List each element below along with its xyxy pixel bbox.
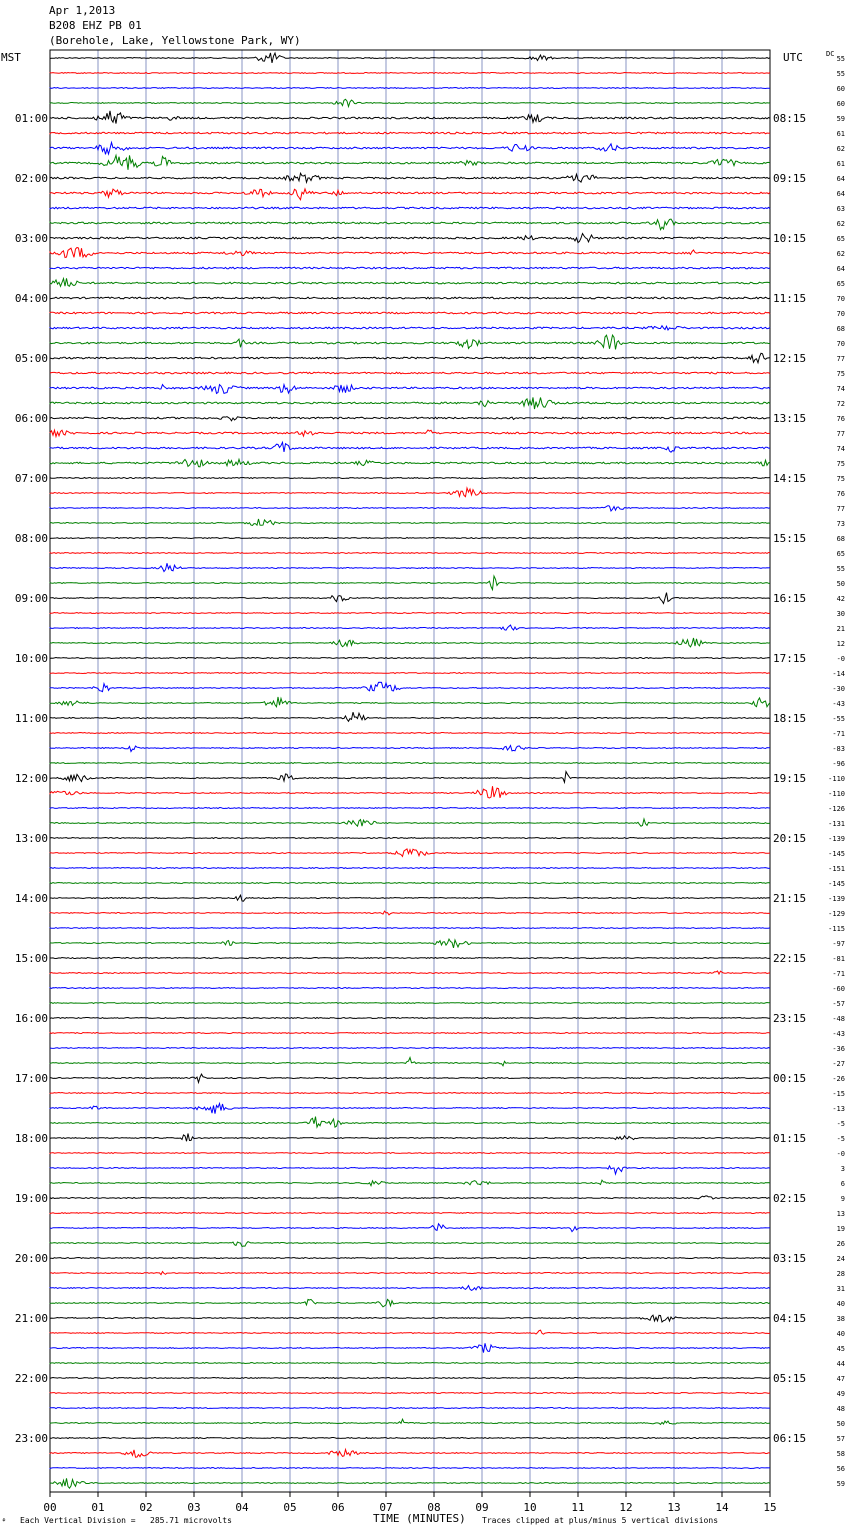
trace-row	[50, 786, 770, 798]
trace-row	[50, 385, 770, 394]
trace-row	[50, 155, 770, 169]
dc-offset-value: -115	[828, 925, 845, 933]
utc-axis-label: UTC	[783, 51, 803, 64]
dc-offset-value: -139	[828, 895, 845, 903]
dc-offset-value: -0	[836, 1150, 845, 1158]
dc-offset-value: -145	[828, 880, 845, 888]
trace-row	[50, 576, 770, 590]
trace-row	[50, 297, 770, 299]
dc-offset-value: -131	[828, 820, 845, 828]
dc-offset-value: 76	[836, 415, 845, 423]
trace-row	[50, 1393, 770, 1394]
dc-offset-value: -110	[828, 775, 845, 783]
utc-time-label: 22:15	[773, 952, 807, 965]
mst-time-label: 23:00	[14, 1432, 48, 1445]
dc-offset-value: -81	[832, 955, 845, 963]
dc-offset-value: 31	[836, 1285, 845, 1293]
trace-row	[50, 278, 770, 286]
dc-offset-value: 38	[836, 1315, 845, 1323]
trace-row	[50, 1419, 770, 1424]
dc-offset-value: 12	[836, 640, 845, 648]
trace-row	[50, 1438, 770, 1439]
utc-time-label: 06:15	[773, 1432, 807, 1445]
dc-offset-value: -151	[828, 865, 845, 873]
mst-axis-label: MST	[1, 51, 21, 64]
trace-row	[50, 988, 770, 989]
dc-offset-value: 70	[836, 295, 845, 303]
utc-time-label: 23:15	[773, 1012, 807, 1025]
mst-time-label: 06:00	[14, 412, 48, 425]
dc-offset-value: -110	[828, 790, 845, 798]
mst-time-label: 15:00	[14, 952, 48, 965]
trace-row	[50, 143, 770, 155]
utc-time-label: 16:15	[773, 592, 807, 605]
utc-time-label: 11:15	[773, 292, 807, 305]
dc-offset-value: 61	[836, 160, 845, 168]
trace-row	[50, 625, 770, 630]
trace-row	[50, 733, 770, 734]
x-tick-label: 07	[379, 1501, 393, 1514]
x-tick-label: 13	[667, 1501, 681, 1514]
x-tick-label: 10	[523, 1501, 537, 1514]
dc-offset-value: 50	[836, 1420, 845, 1428]
utc-time-label: 03:15	[773, 1252, 807, 1265]
trace-row	[50, 53, 770, 63]
trace-row	[50, 1058, 770, 1066]
dc-offset-value: 62	[836, 250, 845, 258]
dc-offset-value: -96	[832, 760, 845, 768]
trace-row	[50, 808, 770, 809]
trace-row	[50, 939, 770, 948]
station-code: B208 EHZ PB 01	[49, 19, 142, 32]
trace-row	[50, 73, 770, 74]
trace-row	[50, 488, 770, 497]
utc-time-label: 10:15	[773, 232, 807, 245]
trace-row	[50, 353, 770, 362]
trace-row	[50, 207, 770, 209]
utc-time-label: 14:15	[773, 472, 807, 485]
trace-row	[50, 1378, 770, 1379]
dc-offset-value: 47	[836, 1375, 845, 1383]
dc-offset-value: -15	[832, 1090, 845, 1098]
trace-row	[50, 267, 770, 269]
trace-row	[50, 1093, 770, 1094]
dc-offset-value: 26	[836, 1240, 845, 1248]
dc-offset-value: 61	[836, 130, 845, 138]
dc-offset-value: -48	[832, 1015, 845, 1023]
dc-offset-value: -5	[836, 1135, 845, 1143]
x-tick-label: 09	[475, 1501, 489, 1514]
mst-time-label: 01:00	[14, 112, 48, 125]
x-tick-label: 04	[235, 1501, 249, 1514]
logo-mark: ⚘	[2, 1517, 6, 1524]
dc-offset-value: 60	[836, 100, 845, 108]
dc-offset-value: 30	[836, 610, 845, 618]
dc-offset-value: 13	[836, 1210, 845, 1218]
dc-offset-value: -83	[832, 745, 845, 753]
trace-row	[50, 1196, 770, 1199]
dc-offset-value: 64	[836, 265, 845, 273]
trace-row	[50, 1363, 770, 1364]
dc-offset-value: 28	[836, 1270, 845, 1278]
mst-time-label: 19:00	[14, 1192, 48, 1205]
dc-offset-value: 77	[836, 430, 845, 438]
x-tick-label: 06	[331, 1501, 345, 1514]
trace-row	[50, 658, 770, 659]
dc-offset-value: -14	[832, 670, 845, 678]
dc-offset-value: 75	[836, 370, 845, 378]
dc-offset-value: -145	[828, 850, 845, 858]
mst-time-label: 02:00	[14, 172, 48, 185]
clipping-note: Traces clipped at plus/minus 5 vertical divisions	[482, 1516, 719, 1525]
dc-offset-value: 3	[840, 1165, 845, 1173]
dc-offset-value: 77	[836, 505, 845, 513]
dc-offset-value: -27	[832, 1060, 845, 1068]
dc-offset-value: 62	[836, 220, 845, 228]
trace-row	[50, 1166, 770, 1174]
dc-offset-value: 59	[836, 1480, 845, 1488]
mst-time-label: 18:00	[14, 1132, 48, 1145]
trace-row	[50, 1033, 770, 1034]
trace-row	[50, 248, 770, 258]
trace-row	[50, 838, 770, 839]
x-tick-label: 00	[43, 1501, 57, 1514]
trace-row	[50, 772, 770, 783]
dc-offset-value: -43	[832, 700, 845, 708]
trace-row	[50, 459, 770, 467]
trace-row	[50, 673, 770, 674]
trace-row	[50, 1074, 770, 1082]
x-axis-title: TIME (MINUTES)	[373, 1512, 466, 1525]
trace-row	[50, 173, 770, 182]
dc-offset-value: -36	[832, 1045, 845, 1053]
trace-row	[50, 1117, 770, 1128]
utc-time-label: 18:15	[773, 712, 807, 725]
utc-time-label: 04:15	[773, 1312, 807, 1325]
trace-row	[50, 746, 770, 752]
dc-offset-value: 56	[836, 1465, 845, 1473]
trace-row	[50, 928, 770, 929]
trace-row	[50, 1315, 770, 1322]
trace-row	[50, 1224, 770, 1232]
dc-offset-value: 6	[840, 1180, 845, 1188]
dc-offset-value: 44	[836, 1360, 845, 1368]
dc-offset-value: 64	[836, 190, 845, 198]
utc-time-label: 12:15	[773, 352, 807, 365]
dc-offset-value: 77	[836, 355, 845, 363]
trace-row	[50, 1330, 770, 1334]
dc-offset-value: 24	[836, 1255, 845, 1263]
dc-offset-value: -60	[832, 985, 845, 993]
utc-time-label: 05:15	[773, 1372, 807, 1385]
trace-row	[50, 1272, 770, 1275]
trace-row	[50, 397, 770, 409]
dc-offset-value: -5	[836, 1120, 845, 1128]
trace-row	[50, 88, 770, 89]
trace-row	[50, 638, 770, 647]
trace-row	[50, 958, 770, 959]
trace-row	[50, 1003, 770, 1004]
dc-offset-value: -13	[832, 1105, 845, 1113]
trace-row	[50, 111, 770, 124]
trace-row	[50, 189, 770, 200]
trace-row	[50, 519, 770, 525]
mst-time-label: 22:00	[14, 1372, 48, 1385]
trace-row	[50, 697, 770, 707]
mst-time-label: 07:00	[14, 472, 48, 485]
x-tick-label: 03	[187, 1501, 201, 1514]
dc-offset-value: 57	[836, 1435, 845, 1443]
trace-row	[50, 1134, 770, 1142]
dc-offset-value: -43	[832, 1030, 845, 1038]
dc-offset-value: 9	[840, 1195, 845, 1203]
dc-offset-value: 48	[836, 1405, 845, 1413]
trace-row	[50, 1468, 770, 1469]
trace-row	[50, 234, 770, 243]
mst-time-label: 09:00	[14, 592, 48, 605]
trace-row	[50, 819, 770, 826]
dc-offset-value: 73	[836, 520, 845, 528]
dc-offset-value: 74	[836, 445, 845, 453]
trace-row	[50, 849, 770, 857]
utc-time-label: 15:15	[773, 532, 807, 545]
plot-frame	[50, 50, 770, 1492]
dc-offset-value: 64	[836, 175, 845, 183]
utc-time-label: 02:15	[773, 1192, 807, 1205]
trace-row	[50, 563, 770, 571]
trace-row	[50, 1450, 770, 1458]
utc-time-label: 19:15	[773, 772, 807, 785]
utc-time-label: 20:15	[773, 832, 807, 845]
dc-offset-value: 65	[836, 280, 845, 288]
trace-row	[50, 442, 770, 452]
trace-row	[50, 1258, 770, 1259]
dc-offset-value: -71	[832, 970, 845, 978]
dc-offset-value: 68	[836, 325, 845, 333]
mst-time-label: 16:00	[14, 1012, 48, 1025]
dc-offset-value: -55	[832, 715, 845, 723]
dc-offset-value: 72	[836, 400, 845, 408]
trace-row	[50, 1299, 770, 1306]
dc-offset-value: 21	[836, 625, 845, 633]
trace-row	[50, 99, 770, 106]
utc-time-label: 01:15	[773, 1132, 807, 1145]
dc-offset-value: 63	[836, 205, 845, 213]
dc-offset-value: -71	[832, 730, 845, 738]
trace-row	[50, 712, 770, 721]
dc-offset-value: 59	[836, 115, 845, 123]
dc-offset-header: DC	[826, 50, 835, 58]
trace-row	[50, 553, 770, 554]
dc-offset-value: 45	[836, 1345, 845, 1353]
mst-time-label: 05:00	[14, 352, 48, 365]
mst-time-label: 03:00	[14, 232, 48, 245]
dc-offset-value: 49	[836, 1390, 845, 1398]
utc-time-label: 21:15	[773, 892, 807, 905]
dc-offset-value: -97	[832, 940, 845, 948]
plot-date: Apr 1,2013	[49, 4, 116, 17]
trace-row	[50, 1180, 770, 1186]
dc-offset-value: 74	[836, 385, 845, 393]
station-location: (Borehole, Lake, Yellowstone Park, WY)	[49, 34, 301, 47]
trace-row	[50, 613, 770, 614]
dc-offset-value: 65	[836, 550, 845, 558]
trace-row	[50, 478, 770, 479]
trace-row	[50, 335, 770, 349]
trace-row	[50, 417, 770, 421]
trace-row	[50, 1018, 770, 1019]
mst-time-label: 17:00	[14, 1072, 48, 1085]
dc-offset-value: -126	[828, 805, 845, 813]
trace-row	[50, 883, 770, 884]
x-tick-label: 15	[763, 1501, 777, 1514]
dc-offset-value: -57	[832, 1000, 845, 1008]
trace-row	[50, 1343, 770, 1352]
mst-time-label: 11:00	[14, 712, 48, 725]
dc-offset-value: 75	[836, 475, 845, 483]
dc-offset-value: 76	[836, 490, 845, 498]
mst-time-label: 12:00	[14, 772, 48, 785]
dc-offset-value: 68	[836, 535, 845, 543]
trace-row	[50, 1153, 770, 1154]
trace-row	[50, 971, 770, 974]
trace-row	[50, 506, 770, 511]
dc-offset-value: 58	[836, 1450, 845, 1458]
x-tick-label: 11	[571, 1501, 585, 1514]
utc-time-label: 08:15	[773, 112, 807, 125]
dc-offset-value: -26	[832, 1075, 845, 1083]
trace-row	[50, 868, 770, 869]
division-scale-note: Each Vertical Division = 285.71 microvolts	[20, 1516, 232, 1525]
trace-row	[50, 372, 770, 374]
dc-offset-value: -30	[832, 685, 845, 693]
dc-offset-value: 55	[836, 70, 845, 78]
utc-time-label: 17:15	[773, 652, 807, 665]
trace-row	[50, 326, 770, 330]
trace-row	[50, 1286, 770, 1291]
x-tick-label: 12	[619, 1501, 633, 1514]
mst-time-label: 08:00	[14, 532, 48, 545]
dc-offset-value: 55	[836, 565, 845, 573]
dc-offset-value: -129	[828, 910, 845, 918]
utc-time-label: 13:15	[773, 412, 807, 425]
dc-offset-value: 19	[836, 1225, 845, 1233]
dc-offset-value: 70	[836, 340, 845, 348]
mst-time-label: 21:00	[14, 1312, 48, 1325]
utc-time-label: 00:15	[773, 1072, 807, 1085]
utc-time-label: 09:15	[773, 172, 807, 185]
x-tick-label: 08	[427, 1501, 441, 1514]
trace-row	[50, 911, 770, 915]
dc-offset-value: 70	[836, 310, 845, 318]
dc-offset-value: 50	[836, 580, 845, 588]
dc-offset-value: -0	[836, 655, 845, 663]
trace-row	[50, 132, 770, 134]
trace-row	[50, 1104, 770, 1114]
trace-row	[50, 219, 770, 230]
trace-row	[50, 1213, 770, 1214]
trace-row	[50, 430, 770, 437]
trace-row	[50, 593, 770, 604]
dc-offset-value: 40	[836, 1300, 845, 1308]
dc-offset-value: 75	[836, 460, 845, 468]
x-tick-label: 05	[283, 1501, 297, 1514]
dc-offset-value: 62	[836, 145, 845, 153]
dc-offset-value: 42	[836, 595, 845, 603]
trace-row	[50, 1048, 770, 1049]
trace-row	[50, 682, 770, 691]
trace-row	[50, 1408, 770, 1409]
dc-offset-value: 60	[836, 85, 845, 93]
dc-offset-value: -139	[828, 835, 845, 843]
trace-row	[50, 763, 770, 764]
mst-time-label: 10:00	[14, 652, 48, 665]
dc-offset-value: 55	[836, 55, 845, 63]
x-tick-label: 01	[91, 1501, 105, 1514]
x-tick-label: 14	[715, 1501, 729, 1514]
mst-time-label: 04:00	[14, 292, 48, 305]
dc-offset-value: 65	[836, 235, 845, 243]
trace-row	[50, 1242, 770, 1247]
trace-row	[50, 895, 770, 901]
mst-time-label: 13:00	[14, 832, 48, 845]
trace-row	[50, 312, 770, 314]
trace-row	[50, 538, 770, 539]
x-tick-label: 02	[139, 1501, 153, 1514]
mst-time-label: 14:00	[14, 892, 48, 905]
mst-time-label: 20:00	[14, 1252, 48, 1265]
trace-row	[50, 1478, 770, 1488]
dc-offset-value: 40	[836, 1330, 845, 1338]
